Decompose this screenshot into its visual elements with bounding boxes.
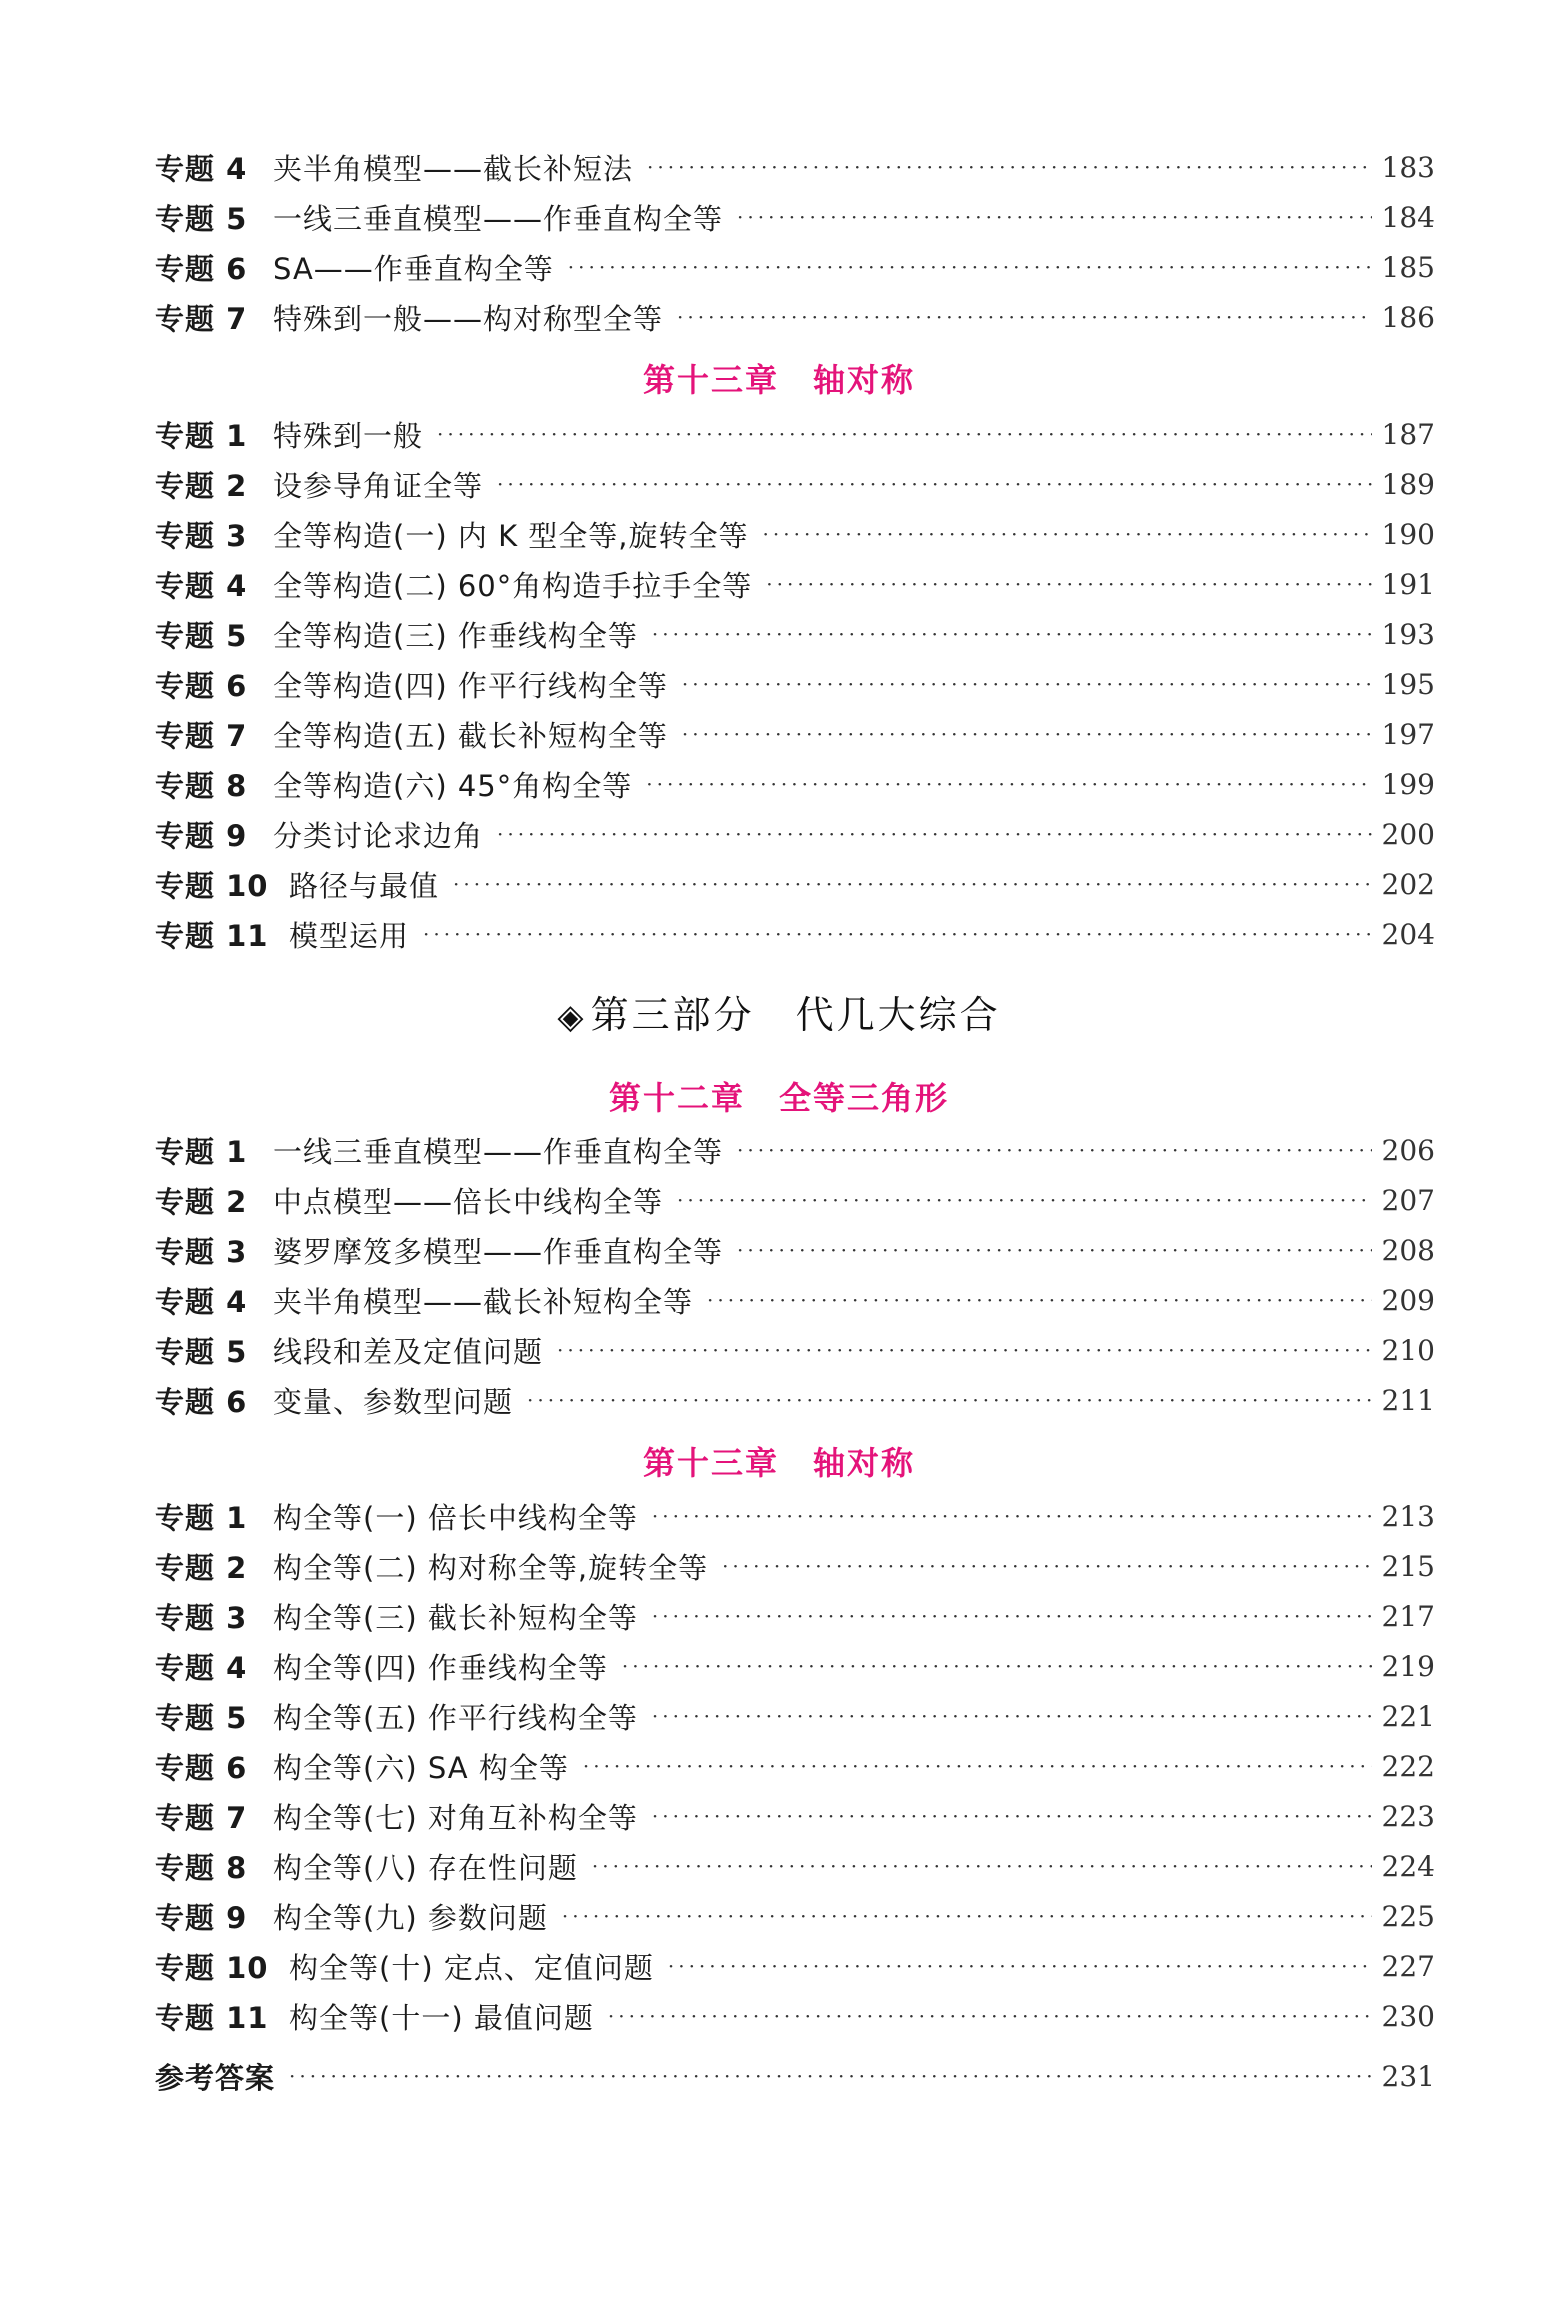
entry-label: 专题 4 bbox=[155, 1650, 248, 1685]
entry-label: 专题 1 bbox=[155, 1500, 248, 1535]
entry-label: 专题 2 bbox=[155, 1550, 248, 1585]
part-heading bbox=[0, 984, 1558, 1039]
entry-label: 专题 5 bbox=[155, 618, 248, 653]
leader-dots bbox=[677, 1178, 1372, 1222]
entry-title: 构全等(二) 构对称全等,旋转全等 bbox=[273, 1550, 709, 1585]
entry-title: 特殊到一般——构对称型全等 bbox=[273, 301, 664, 336]
entry-page: 225 bbox=[1381, 1899, 1435, 1933]
entry-page: 190 bbox=[1381, 517, 1435, 551]
entry-title: 夹半角模型——截长补短法 bbox=[273, 151, 634, 186]
entry-page: 189 bbox=[1381, 467, 1435, 501]
entry-page: 221 bbox=[1381, 1699, 1435, 1733]
entry-title: 全等构造(三) 作垂线构全等 bbox=[273, 618, 638, 653]
entry-title: 线段和差及定值问题 bbox=[273, 1334, 544, 1369]
leader-dots bbox=[682, 662, 1372, 706]
entry-title: 构全等(八) 存在性问题 bbox=[273, 1850, 578, 1885]
entry-title: 构全等(五) 作平行线构全等 bbox=[273, 1700, 638, 1735]
toc-entry bbox=[155, 1494, 1435, 1538]
leader-dots bbox=[453, 862, 1372, 906]
entry-label: 专题 5 bbox=[155, 1334, 248, 1369]
entry-title: 设参导角证全等 bbox=[273, 468, 484, 503]
entry-label: 专题 3 bbox=[155, 1600, 248, 1635]
entry-label: 专题 10 bbox=[155, 868, 269, 903]
leader-dots bbox=[652, 1594, 1372, 1638]
entry-page: 185 bbox=[1381, 250, 1435, 284]
entry-page: 191 bbox=[1381, 567, 1435, 601]
entry-label: 专题 4 bbox=[155, 568, 248, 603]
leader-dots bbox=[737, 1228, 1372, 1272]
entry-label: 专题 1 bbox=[155, 1134, 248, 1169]
entry-title: 婆罗摩笈多模型——作垂直构全等 bbox=[273, 1234, 724, 1269]
diamond-square-icon: ◈ bbox=[557, 997, 587, 1037]
entry-page: 206 bbox=[1381, 1133, 1435, 1167]
leader-dots bbox=[668, 1944, 1372, 1988]
toc-entry bbox=[155, 662, 1435, 706]
entry-title: 全等构造(二) 60°角构造手拉手全等 bbox=[273, 568, 753, 603]
toc-entry bbox=[155, 462, 1435, 506]
entry-page: 193 bbox=[1381, 617, 1435, 651]
leader-dots bbox=[497, 462, 1372, 506]
leader-dots bbox=[652, 612, 1372, 656]
toc-entry bbox=[155, 1994, 1435, 2038]
toc-entry bbox=[155, 1794, 1435, 1838]
entry-label: 专题 3 bbox=[155, 1234, 248, 1269]
toc-entry bbox=[155, 1744, 1435, 1788]
entry-label: 专题 7 bbox=[155, 1800, 248, 1835]
entry-label: 专题 1 bbox=[155, 418, 248, 453]
entry-title: 中点模型——倍长中线构全等 bbox=[273, 1184, 664, 1219]
leader-dots bbox=[583, 1744, 1372, 1788]
entry-label: 专题 8 bbox=[155, 768, 248, 803]
entry-page: 213 bbox=[1381, 1499, 1435, 1533]
toc-entry bbox=[155, 1644, 1435, 1688]
entry-label: 专题 9 bbox=[155, 818, 248, 853]
entry-page: 217 bbox=[1381, 1599, 1435, 1633]
entry-title: 夹半角模型——截长补短构全等 bbox=[273, 1284, 694, 1319]
toc-entry bbox=[155, 1228, 1435, 1272]
leader-dots bbox=[437, 412, 1372, 456]
entry-label: 专题 7 bbox=[155, 301, 248, 336]
leader-dots bbox=[289, 2054, 1372, 2098]
entry-label: 专题 2 bbox=[155, 1184, 248, 1219]
entry-label: 专题 5 bbox=[155, 201, 248, 236]
toc-entry bbox=[155, 762, 1435, 806]
entry-title: 构全等(九) 参数问题 bbox=[273, 1900, 548, 1935]
toc-entry bbox=[155, 1378, 1435, 1422]
entry-title: 全等构造(五) 截长补短构全等 bbox=[273, 718, 668, 753]
toc-entry bbox=[155, 712, 1435, 756]
entry-page: 184 bbox=[1381, 200, 1435, 234]
leader-dots bbox=[557, 1328, 1372, 1372]
toc-entry bbox=[155, 245, 1435, 289]
entry-page: 227 bbox=[1381, 1949, 1435, 1983]
entry-title: 全等构造(六) 45°角构全等 bbox=[273, 768, 633, 803]
entry-page: 208 bbox=[1381, 1233, 1435, 1267]
entry-page: 202 bbox=[1381, 867, 1435, 901]
answers-title: 参考答案 bbox=[155, 2060, 276, 2095]
answers-page: 231 bbox=[1381, 2059, 1435, 2093]
chapter-heading: 第十二章 全等三角形 bbox=[608, 1079, 949, 1117]
entry-title: 构全等(十一) 最值问题 bbox=[289, 2000, 594, 2035]
entry-label: 专题 11 bbox=[155, 918, 269, 953]
leader-dots bbox=[652, 1794, 1372, 1838]
toc-entry bbox=[155, 1594, 1435, 1638]
part-title: 第三部分 代几大综合 bbox=[590, 993, 1001, 1037]
chapter-heading: 第十三章 轴对称 bbox=[642, 361, 915, 399]
toc-entry bbox=[155, 1894, 1435, 1938]
leader-dots bbox=[562, 1894, 1372, 1938]
entry-label: 专题 10 bbox=[155, 1950, 269, 1985]
leader-dots bbox=[766, 562, 1371, 606]
entry-page: 209 bbox=[1381, 1283, 1435, 1317]
entry-page: 195 bbox=[1381, 667, 1435, 701]
entry-title: 构全等(十) 定点、定值问题 bbox=[289, 1950, 654, 1985]
entry-title: 构全等(四) 作垂线构全等 bbox=[273, 1650, 608, 1685]
entry-page: 210 bbox=[1381, 1333, 1435, 1367]
entry-title: 变量、参数型问题 bbox=[273, 1384, 514, 1419]
entry-page: 186 bbox=[1381, 300, 1435, 334]
leader-dots bbox=[707, 1278, 1372, 1322]
toc-entry bbox=[155, 1844, 1435, 1888]
chapter-heading: 第十三章 轴对称 bbox=[642, 1444, 915, 1482]
toc-entry bbox=[155, 1278, 1435, 1322]
entry-page: 187 bbox=[1381, 417, 1435, 451]
entry-page: 183 bbox=[1381, 150, 1435, 184]
toc-entry bbox=[155, 1694, 1435, 1738]
leader-dots bbox=[652, 1694, 1372, 1738]
toc-entry bbox=[155, 412, 1435, 456]
entry-title: 一线三垂直模型——作垂直构全等 bbox=[273, 1134, 724, 1169]
entry-title: 构全等(一) 倍长中线构全等 bbox=[273, 1500, 638, 1535]
leader-dots bbox=[568, 245, 1372, 289]
entry-page: 215 bbox=[1381, 1549, 1435, 1583]
entry-page: 230 bbox=[1381, 1999, 1435, 2033]
toc-entry bbox=[155, 612, 1435, 656]
leader-dots bbox=[646, 762, 1371, 806]
toc-entry bbox=[155, 1128, 1435, 1172]
entry-label: 专题 9 bbox=[155, 1900, 248, 1935]
toc-entry bbox=[155, 512, 1435, 556]
entry-title: 特殊到一般 bbox=[273, 418, 424, 453]
entry-label: 专题 6 bbox=[155, 1384, 248, 1419]
toc-entry-answers bbox=[155, 2054, 1435, 2098]
toc-entry bbox=[155, 1328, 1435, 1372]
toc-entry bbox=[155, 1178, 1435, 1222]
entry-label: 专题 3 bbox=[155, 518, 248, 553]
entry-page: 211 bbox=[1381, 1383, 1435, 1417]
toc-entry bbox=[155, 295, 1435, 339]
entry-page: 224 bbox=[1381, 1849, 1435, 1883]
entry-title: 路径与最值 bbox=[289, 868, 440, 903]
entry-page: 223 bbox=[1381, 1799, 1435, 1833]
entry-title: SA——作垂直构全等 bbox=[273, 251, 554, 286]
leader-dots bbox=[737, 1128, 1372, 1172]
leader-dots bbox=[652, 1494, 1372, 1538]
leader-dots bbox=[763, 512, 1372, 556]
leader-dots bbox=[527, 1378, 1372, 1422]
entry-title: 构全等(七) 对角互补构全等 bbox=[273, 1800, 638, 1835]
toc-entry bbox=[155, 862, 1435, 906]
leader-dots bbox=[608, 1994, 1372, 2038]
entry-title: 模型运用 bbox=[289, 918, 410, 953]
leader-dots bbox=[497, 812, 1372, 856]
entry-label: 专题 4 bbox=[155, 1284, 248, 1319]
toc-entry bbox=[155, 145, 1435, 189]
entry-label: 专题 11 bbox=[155, 2000, 269, 2035]
entry-label: 专题 6 bbox=[155, 1750, 248, 1785]
leader-dots bbox=[592, 1844, 1372, 1888]
toc-entry bbox=[155, 1944, 1435, 1988]
entry-title: 全等构造(一) 内 K 型全等,旋转全等 bbox=[273, 518, 749, 553]
entry-label: 专题 4 bbox=[155, 151, 248, 186]
entry-page: 199 bbox=[1381, 767, 1435, 801]
leader-dots bbox=[647, 145, 1372, 189]
entry-page: 222 bbox=[1381, 1749, 1435, 1783]
toc-entry bbox=[155, 812, 1435, 856]
toc-entry bbox=[155, 1544, 1435, 1588]
entry-page: 219 bbox=[1381, 1649, 1435, 1683]
entry-label: 专题 5 bbox=[155, 1700, 248, 1735]
entry-title: 构全等(六) SA 构全等 bbox=[273, 1750, 569, 1785]
entry-label: 专题 2 bbox=[155, 468, 248, 503]
entry-title: 分类讨论求边角 bbox=[273, 818, 484, 853]
entry-page: 200 bbox=[1381, 817, 1435, 851]
toc-entry bbox=[155, 562, 1435, 606]
entry-title: 全等构造(四) 作平行线构全等 bbox=[273, 668, 668, 703]
entry-label: 专题 8 bbox=[155, 1850, 248, 1885]
entry-title: 一线三垂直模型——作垂直构全等 bbox=[273, 201, 724, 236]
entry-page: 204 bbox=[1381, 917, 1435, 951]
entry-title: 构全等(三) 截长补短构全等 bbox=[273, 1600, 638, 1635]
leader-dots bbox=[622, 1644, 1372, 1688]
entry-label: 专题 6 bbox=[155, 668, 248, 703]
leader-dots bbox=[423, 912, 1372, 956]
entry-label: 专题 7 bbox=[155, 718, 248, 753]
leader-dots bbox=[722, 1544, 1371, 1588]
entry-label: 专题 6 bbox=[155, 251, 248, 286]
toc-entry bbox=[155, 195, 1435, 239]
leader-dots bbox=[682, 712, 1372, 756]
toc-entry bbox=[155, 912, 1435, 956]
entry-page: 197 bbox=[1381, 717, 1435, 751]
leader-dots bbox=[737, 195, 1372, 239]
leader-dots bbox=[677, 295, 1372, 339]
entry-page: 207 bbox=[1381, 1183, 1435, 1217]
